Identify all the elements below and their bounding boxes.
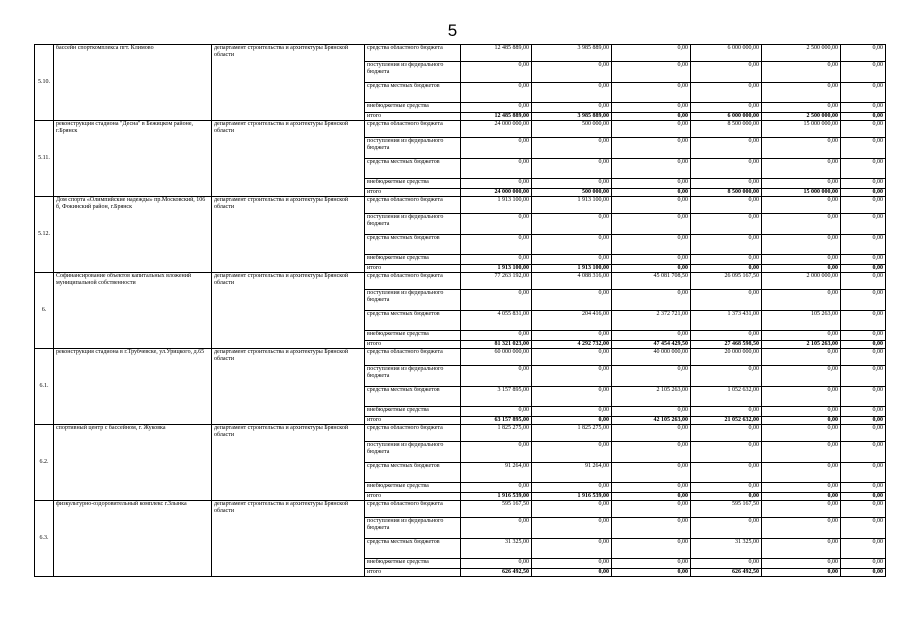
funding-source: средства местных бюджетов xyxy=(365,463,461,483)
amount-cell: 0,00 xyxy=(461,103,532,113)
object-name: реконструкция стадиона в г.Трубчевске, ул.Урицкого, д.65 xyxy=(54,349,212,425)
funding-source: средства местных бюджетов xyxy=(365,159,461,179)
amount-cell: 60 000 000,00 xyxy=(461,349,532,366)
amount-cell: 0,00 xyxy=(612,214,691,235)
funding-source: внебюджетные средства xyxy=(365,179,461,189)
funding-source: поступления из федерального бюджета xyxy=(365,518,461,539)
amount-cell: 0,00 xyxy=(762,463,841,483)
amount-cell: 0,00 xyxy=(532,255,612,265)
amount-cell: 3 157 895,00 xyxy=(461,387,532,407)
amount-cell: 0,00 xyxy=(532,214,612,235)
amount-cell: 0,00 xyxy=(762,214,841,235)
amount-cell: 47 454 429,50 xyxy=(612,341,691,349)
amount-cell: 0,00 xyxy=(841,417,886,425)
funding-source: средства местных бюджетов xyxy=(365,387,461,407)
amount-cell: 0,00 xyxy=(612,290,691,311)
amount-cell: 0,00 xyxy=(461,62,532,83)
amount-cell: 0,00 xyxy=(612,442,691,463)
table-row xyxy=(35,197,886,214)
amount-cell: 0,00 xyxy=(461,179,532,189)
object-name: реконструкция стадиона "Десна" в Бежицком районе, г.Брянск xyxy=(54,121,212,197)
amount-cell: 1 913 100,00 xyxy=(532,197,612,214)
amount-cell: 0,00 xyxy=(762,539,841,559)
funding-source: средства областного бюджета xyxy=(365,121,461,138)
amount-cell: 0,00 xyxy=(762,501,841,518)
amount-cell: 0,00 xyxy=(841,341,886,349)
amount-cell: 0,00 xyxy=(461,214,532,235)
page-number: 5 xyxy=(447,21,458,40)
amount-cell: 0,00 xyxy=(612,407,691,417)
amount-cell: 0,00 xyxy=(532,83,612,103)
amount-cell: 24 000 000,00 xyxy=(461,189,532,197)
amount-cell: 0,00 xyxy=(612,189,691,197)
funding-source: поступления из федерального бюджета xyxy=(365,138,461,159)
funding-source: внебюджетные средства xyxy=(365,559,461,569)
funding-source: поступления из федерального бюджета xyxy=(365,214,461,235)
funding-source: внебюджетные средства xyxy=(365,483,461,493)
amount-cell: 0,00 xyxy=(841,483,886,493)
amount-cell: 0,00 xyxy=(841,113,886,121)
amount-cell: 0,00 xyxy=(762,425,841,442)
funding-source: средства областного бюджета xyxy=(365,425,461,442)
amount-cell: 595 167,50 xyxy=(461,501,532,518)
amount-cell: 0,00 xyxy=(461,255,532,265)
amount-cell: 12 485 889,00 xyxy=(461,45,532,62)
amount-cell: 1 825 275,00 xyxy=(461,425,532,442)
amount-cell: 0,00 xyxy=(691,366,762,387)
amount-cell: 0,00 xyxy=(762,62,841,83)
amount-cell: 0,00 xyxy=(532,559,612,569)
amount-cell: 0,00 xyxy=(762,103,841,113)
amount-cell: 0,00 xyxy=(691,159,762,179)
amount-cell: 31 325,00 xyxy=(461,539,532,559)
table-row xyxy=(35,425,886,442)
amount-cell: 0,00 xyxy=(461,483,532,493)
amount-cell: 0,00 xyxy=(691,255,762,265)
item-number: 5.11. xyxy=(35,121,54,197)
amount-cell: 0,00 xyxy=(532,349,612,366)
item-number: 6. xyxy=(35,273,54,349)
amount-cell: 77 263 192,00 xyxy=(461,273,532,290)
amount-cell: 2 105 263,00 xyxy=(612,387,691,407)
item-number: 5.12. xyxy=(35,197,54,273)
amount-cell: 500 000,00 xyxy=(532,189,612,197)
amount-cell: 0,00 xyxy=(612,103,691,113)
amount-cell: 21 052 632,00 xyxy=(691,417,762,425)
amount-cell: 0,00 xyxy=(461,366,532,387)
amount-cell: 2 500 000,00 xyxy=(762,113,841,121)
amount-cell: 0,00 xyxy=(691,214,762,235)
amount-cell: 0,00 xyxy=(612,559,691,569)
amount-cell: 0,00 xyxy=(841,121,886,138)
table-body xyxy=(35,45,886,577)
amount-cell: 1 825 275,00 xyxy=(532,425,612,442)
amount-cell: 0,00 xyxy=(841,331,886,341)
amount-cell: 6 000 000,00 xyxy=(691,113,762,121)
funding-source: итого xyxy=(365,189,461,197)
amount-cell: 0,00 xyxy=(841,442,886,463)
amount-cell: 0,00 xyxy=(841,197,886,214)
amount-cell: 0,00 xyxy=(841,493,886,501)
amount-cell: 0,00 xyxy=(612,235,691,255)
amount-cell: 0,00 xyxy=(841,159,886,179)
amount-cell: 24 000 000,00 xyxy=(461,121,532,138)
amount-cell: 0,00 xyxy=(612,83,691,103)
object-name: бассейн спорткомплекса пгт. Климово xyxy=(54,45,212,121)
amount-cell: 0,00 xyxy=(691,179,762,189)
amount-cell: 27 468 598,50 xyxy=(691,341,762,349)
funding-source: средства местных бюджетов xyxy=(365,311,461,331)
amount-cell: 0,00 xyxy=(762,197,841,214)
amount-cell: 0,00 xyxy=(841,539,886,559)
amount-cell: 0,00 xyxy=(691,83,762,103)
amount-cell: 0,00 xyxy=(612,197,691,214)
amount-cell: 0,00 xyxy=(612,463,691,483)
amount-cell: 0,00 xyxy=(612,366,691,387)
funding-source: средства областного бюджета xyxy=(365,273,461,290)
funding-source: поступления из федерального бюджета xyxy=(365,290,461,311)
funding-source: итого xyxy=(365,113,461,121)
amount-cell: 0,00 xyxy=(841,62,886,83)
amount-cell: 0,00 xyxy=(612,501,691,518)
amount-cell: 0,00 xyxy=(841,138,886,159)
amount-cell: 0,00 xyxy=(762,518,841,539)
responsible-department: департамент строительства и архитектуры Брянской области xyxy=(212,45,365,121)
amount-cell: 0,00 xyxy=(762,493,841,501)
amount-cell: 42 105 263,00 xyxy=(612,417,691,425)
amount-cell: 0,00 xyxy=(762,559,841,569)
object-name: Дом спорта «Олимпийские надежды» пр.Московский, 106 б, Фокинский район, г.Брянск xyxy=(54,197,212,273)
amount-cell: 0,00 xyxy=(532,62,612,83)
amount-cell: 626 492,50 xyxy=(691,569,762,577)
amount-cell: 3 985 889,00 xyxy=(532,45,612,62)
amount-cell: 1 913 100,00 xyxy=(461,265,532,273)
funding-source: поступления из федерального бюджета xyxy=(365,442,461,463)
amount-cell: 0,00 xyxy=(841,387,886,407)
amount-cell: 0,00 xyxy=(691,62,762,83)
amount-cell: 4 292 732,00 xyxy=(532,341,612,349)
amount-cell: 0,00 xyxy=(691,493,762,501)
amount-cell: 0,00 xyxy=(691,463,762,483)
amount-cell: 0,00 xyxy=(691,103,762,113)
amount-cell: 0,00 xyxy=(762,235,841,255)
amount-cell: 0,00 xyxy=(841,569,886,577)
amount-cell: 91 264,00 xyxy=(461,463,532,483)
amount-cell: 3 985 889,00 xyxy=(532,113,612,121)
amount-cell: 0,00 xyxy=(841,518,886,539)
amount-cell: 0,00 xyxy=(762,349,841,366)
amount-cell: 4 055 831,00 xyxy=(461,311,532,331)
funding-source: внебюджетные средства xyxy=(365,103,461,113)
amount-cell: 0,00 xyxy=(461,331,532,341)
amount-cell: 0,00 xyxy=(532,235,612,255)
amount-cell: 0,00 xyxy=(691,483,762,493)
amount-cell: 0,00 xyxy=(762,417,841,425)
amount-cell: 0,00 xyxy=(532,103,612,113)
amount-cell: 0,00 xyxy=(762,407,841,417)
responsible-department: департамент строительства и архитектуры Брянской области xyxy=(212,197,365,273)
amount-cell: 81 321 023,00 xyxy=(461,341,532,349)
funding-source: средства местных бюджетов xyxy=(365,83,461,103)
amount-cell: 63 157 895,00 xyxy=(461,417,532,425)
amount-cell: 0,00 xyxy=(762,569,841,577)
amount-cell: 0,00 xyxy=(841,425,886,442)
responsible-department: департамент строительства и архитектуры Брянской области xyxy=(212,121,365,197)
amount-cell: 0,00 xyxy=(612,518,691,539)
amount-cell: 0,00 xyxy=(461,159,532,179)
amount-cell: 0,00 xyxy=(532,442,612,463)
amount-cell: 1 373 431,00 xyxy=(691,311,762,331)
amount-cell: 0,00 xyxy=(612,425,691,442)
amount-cell: 626 492,50 xyxy=(461,569,532,577)
amount-cell: 0,00 xyxy=(612,255,691,265)
amount-cell: 0,00 xyxy=(532,138,612,159)
funding-source: внебюджетные средства xyxy=(365,331,461,341)
amount-cell: 0,00 xyxy=(532,331,612,341)
amount-cell: 0,00 xyxy=(762,331,841,341)
amount-cell: 0,00 xyxy=(461,559,532,569)
amount-cell: 1 913 100,00 xyxy=(461,197,532,214)
amount-cell: 0,00 xyxy=(691,559,762,569)
table-row xyxy=(35,121,886,138)
amount-cell: 204 416,00 xyxy=(532,311,612,331)
amount-cell: 0,00 xyxy=(762,138,841,159)
amount-cell: 26 095 167,50 xyxy=(691,273,762,290)
funding-source: поступления из федерального бюджета xyxy=(365,62,461,83)
budget-table xyxy=(34,44,886,577)
amount-cell: 0,00 xyxy=(461,83,532,103)
funding-source: средства областного бюджета xyxy=(365,349,461,366)
amount-cell: 0,00 xyxy=(841,235,886,255)
amount-cell: 0,00 xyxy=(691,407,762,417)
amount-cell: 40 000 000,00 xyxy=(612,349,691,366)
amount-cell: 0,00 xyxy=(762,387,841,407)
amount-cell: 0,00 xyxy=(762,159,841,179)
amount-cell: 0,00 xyxy=(762,265,841,273)
amount-cell: 0,00 xyxy=(691,265,762,273)
object-name: Софинансирование объектов капитальных вложений муниципальной собственности xyxy=(54,273,212,349)
amount-cell: 0,00 xyxy=(841,83,886,103)
amount-cell: 0,00 xyxy=(762,483,841,493)
amount-cell: 1 052 632,00 xyxy=(691,387,762,407)
amount-cell: 1 913 100,00 xyxy=(532,265,612,273)
amount-cell: 500 000,00 xyxy=(532,121,612,138)
amount-cell: 0,00 xyxy=(532,407,612,417)
funding-source: средства местных бюджетов xyxy=(365,235,461,255)
amount-cell: 0,00 xyxy=(841,265,886,273)
table-row xyxy=(35,501,886,518)
amount-cell: 0,00 xyxy=(841,407,886,417)
amount-cell: 0,00 xyxy=(691,442,762,463)
amount-cell: 0,00 xyxy=(841,189,886,197)
amount-cell: 0,00 xyxy=(532,569,612,577)
amount-cell: 2 105 263,00 xyxy=(762,341,841,349)
amount-cell: 0,00 xyxy=(841,255,886,265)
amount-cell: 15 000 000,00 xyxy=(762,189,841,197)
amount-cell: 2 000 000,00 xyxy=(762,273,841,290)
responsible-department: департамент строительства и архитектуры Брянской области xyxy=(212,349,365,425)
funding-source: поступления из федерального бюджета xyxy=(365,366,461,387)
amount-cell: 0,00 xyxy=(762,290,841,311)
amount-cell: 0,00 xyxy=(841,179,886,189)
amount-cell: 0,00 xyxy=(691,235,762,255)
amount-cell: 0,00 xyxy=(461,518,532,539)
amount-cell: 0,00 xyxy=(612,179,691,189)
amount-cell: 0,00 xyxy=(691,331,762,341)
amount-cell: 0,00 xyxy=(532,179,612,189)
amount-cell: 595 167,50 xyxy=(691,501,762,518)
amount-cell: 0,00 xyxy=(691,425,762,442)
amount-cell: 0,00 xyxy=(612,493,691,501)
amount-cell: 0,00 xyxy=(841,559,886,569)
responsible-department: департамент строительства и архитектуры Брянской области xyxy=(212,425,365,501)
amount-cell: 0,00 xyxy=(841,311,886,331)
funding-source: итого xyxy=(365,265,461,273)
amount-cell: 6 000 000,00 xyxy=(691,45,762,62)
amount-cell: 0,00 xyxy=(461,235,532,255)
amount-cell: 2 500 000,00 xyxy=(762,45,841,62)
amount-cell: 1 916 539,00 xyxy=(532,493,612,501)
amount-cell: 0,00 xyxy=(841,290,886,311)
amount-cell: 0,00 xyxy=(532,417,612,425)
funding-source: итого xyxy=(365,493,461,501)
amount-cell: 0,00 xyxy=(532,387,612,407)
amount-cell: 0,00 xyxy=(532,483,612,493)
amount-cell: 0,00 xyxy=(762,442,841,463)
funding-source: итого xyxy=(365,417,461,425)
amount-cell: 12 485 889,00 xyxy=(461,113,532,121)
responsible-department: департамент строительства и архитектуры Брянской области xyxy=(212,501,365,577)
amount-cell: 0,00 xyxy=(841,349,886,366)
amount-cell: 0,00 xyxy=(532,159,612,179)
amount-cell: 0,00 xyxy=(532,290,612,311)
amount-cell: 105 263,00 xyxy=(762,311,841,331)
funding-source: средства областного бюджета xyxy=(365,501,461,518)
amount-cell: 0,00 xyxy=(612,121,691,138)
amount-cell: 8 500 000,00 xyxy=(691,189,762,197)
amount-cell: 1 916 539,00 xyxy=(461,493,532,501)
funding-source: итого xyxy=(365,569,461,577)
item-number: 6.3. xyxy=(35,501,54,577)
amount-cell: 0,00 xyxy=(841,273,886,290)
responsible-department: департамент строительства и архитектуры Брянской области xyxy=(212,273,365,349)
item-number: 6.1. xyxy=(35,349,54,425)
table-row xyxy=(35,273,886,290)
amount-cell: 0,00 xyxy=(461,290,532,311)
funding-source: средства областного бюджета xyxy=(365,197,461,214)
amount-cell: 0,00 xyxy=(532,366,612,387)
amount-cell: 31 325,00 xyxy=(691,539,762,559)
amount-cell: 20 000 000,00 xyxy=(691,349,762,366)
amount-cell: 0,00 xyxy=(612,539,691,559)
amount-cell: 0,00 xyxy=(612,331,691,341)
amount-cell: 0,00 xyxy=(612,62,691,83)
amount-cell: 0,00 xyxy=(691,290,762,311)
amount-cell: 0,00 xyxy=(841,501,886,518)
amount-cell: 8 500 000,00 xyxy=(691,121,762,138)
object-name: физкультурно-оздоровительный комплекс г.Злынка xyxy=(54,501,212,577)
item-number: 6.2. xyxy=(35,425,54,501)
amount-cell: 0,00 xyxy=(461,442,532,463)
amount-cell: 4 088 316,00 xyxy=(532,273,612,290)
amount-cell: 2 372 721,00 xyxy=(612,311,691,331)
table-row xyxy=(35,45,886,62)
amount-cell: 0,00 xyxy=(841,214,886,235)
amount-cell: 0,00 xyxy=(612,483,691,493)
table-row xyxy=(35,349,886,366)
amount-cell: 0,00 xyxy=(841,45,886,62)
amount-cell: 15 000 000,00 xyxy=(762,121,841,138)
amount-cell: 0,00 xyxy=(841,366,886,387)
amount-cell: 0,00 xyxy=(691,197,762,214)
funding-source: итого xyxy=(365,341,461,349)
amount-cell: 0,00 xyxy=(612,569,691,577)
amount-cell: 0,00 xyxy=(762,366,841,387)
amount-cell: 91 264,00 xyxy=(532,463,612,483)
amount-cell: 0,00 xyxy=(762,179,841,189)
amount-cell: 0,00 xyxy=(532,518,612,539)
amount-cell: 0,00 xyxy=(612,138,691,159)
funding-source: средства местных бюджетов xyxy=(365,539,461,559)
amount-cell: 0,00 xyxy=(841,103,886,113)
amount-cell: 0,00 xyxy=(612,45,691,62)
amount-cell: 0,00 xyxy=(461,138,532,159)
amount-cell: 0,00 xyxy=(461,407,532,417)
funding-source: средства областного бюджета xyxy=(365,45,461,62)
amount-cell: 0,00 xyxy=(612,265,691,273)
amount-cell: 0,00 xyxy=(532,501,612,518)
funding-source: внебюджетные средства xyxy=(365,407,461,417)
funding-source: внебюджетные средства xyxy=(365,255,461,265)
item-number: 5.10. xyxy=(35,45,54,121)
amount-cell: 0,00 xyxy=(532,539,612,559)
amount-cell: 0,00 xyxy=(691,138,762,159)
amount-cell: 0,00 xyxy=(612,113,691,121)
amount-cell: 0,00 xyxy=(612,159,691,179)
amount-cell: 0,00 xyxy=(762,83,841,103)
amount-cell: 0,00 xyxy=(762,255,841,265)
amount-cell: 45 081 708,50 xyxy=(612,273,691,290)
object-name: спортивный центр с бассейном, г. Жуковка xyxy=(54,425,212,501)
amount-cell: 0,00 xyxy=(691,518,762,539)
amount-cell: 0,00 xyxy=(841,463,886,483)
